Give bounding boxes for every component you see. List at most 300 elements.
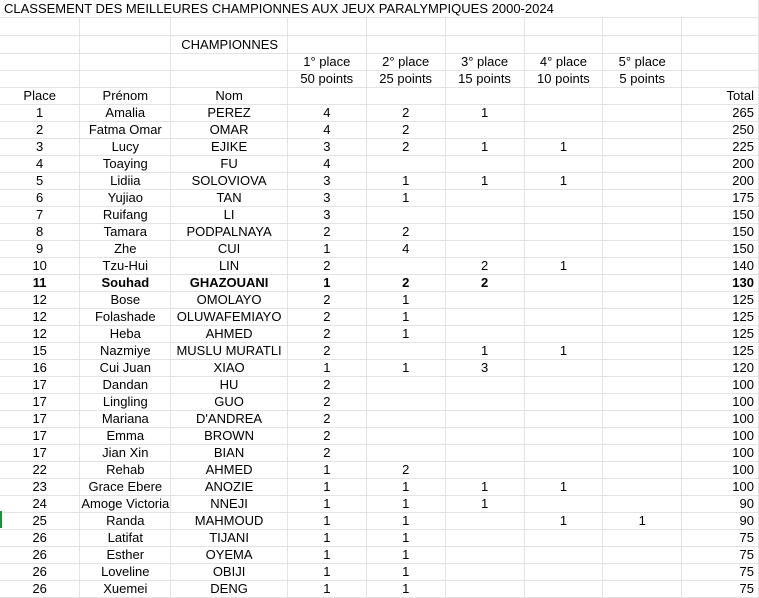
cell-place[interactable]: 26 xyxy=(0,547,80,564)
header-prenom[interactable]: Prénom xyxy=(80,88,171,105)
cell-1st-count[interactable]: 1 xyxy=(287,479,366,496)
cell-total[interactable]: 150 xyxy=(682,241,759,258)
cell-1st-count[interactable]: 3 xyxy=(287,207,366,224)
header-nom[interactable]: Nom xyxy=(171,88,288,105)
empty-cell[interactable] xyxy=(603,18,682,36)
cell-1st-count[interactable]: 3 xyxy=(287,190,366,207)
empty-cell[interactable] xyxy=(524,88,603,105)
cell-1st-count[interactable]: 1 xyxy=(287,496,366,513)
cell-place[interactable]: 17 xyxy=(0,445,80,462)
cell-3rd-count[interactable] xyxy=(445,530,524,547)
cell-3rd-count[interactable] xyxy=(445,207,524,224)
cell-total[interactable]: 125 xyxy=(682,326,759,343)
cell-prenom[interactable]: Amalia xyxy=(80,105,171,122)
header-3rd-place[interactable]: 3° place xyxy=(445,54,524,71)
cell-prenom[interactable]: Yujiao xyxy=(80,190,171,207)
cell-3rd-count[interactable] xyxy=(445,394,524,411)
cell-prenom[interactable]: Heba xyxy=(80,326,171,343)
cell-5th-count[interactable] xyxy=(603,275,682,292)
cell-3rd-count[interactable] xyxy=(445,156,524,173)
cell-total[interactable]: 250 xyxy=(682,122,759,139)
cell-5th-count[interactable] xyxy=(603,292,682,309)
section-label-cell[interactable]: CHAMPIONNES xyxy=(171,36,288,54)
cell-5th-count[interactable] xyxy=(603,343,682,360)
cell-place[interactable]: 2 xyxy=(0,122,80,139)
cell-2nd-count[interactable] xyxy=(366,343,445,360)
cell-1st-count[interactable]: 2 xyxy=(287,428,366,445)
empty-cell[interactable] xyxy=(80,54,171,71)
cell-4th-count[interactable] xyxy=(524,547,603,564)
cell-prenom[interactable]: Jian Xin xyxy=(80,445,171,462)
cell-prenom[interactable]: Souhad xyxy=(80,275,171,292)
cell-total[interactable]: 265 xyxy=(682,105,759,122)
cell-5th-count[interactable] xyxy=(603,139,682,156)
cell-2nd-count[interactable] xyxy=(366,428,445,445)
cell-prenom[interactable]: Bose xyxy=(80,292,171,309)
cell-nom[interactable]: LI xyxy=(171,207,288,224)
header-total[interactable]: Total xyxy=(682,88,759,105)
cell-3rd-count[interactable] xyxy=(445,428,524,445)
empty-cell[interactable] xyxy=(603,36,682,54)
cell-2nd-count[interactable] xyxy=(366,258,445,275)
cell-nom[interactable]: HU xyxy=(171,377,288,394)
cell-3rd-count[interactable] xyxy=(445,326,524,343)
empty-cell[interactable] xyxy=(80,18,171,36)
cell-4th-count[interactable] xyxy=(524,275,603,292)
cell-nom[interactable]: BROWN xyxy=(171,428,288,445)
cell-5th-count[interactable] xyxy=(603,411,682,428)
cell-3rd-count[interactable] xyxy=(445,241,524,258)
cell-4th-count[interactable]: 1 xyxy=(524,139,603,156)
cell-nom[interactable]: GUO xyxy=(171,394,288,411)
empty-cell[interactable] xyxy=(171,54,288,71)
cell-1st-count[interactable]: 1 xyxy=(287,547,366,564)
empty-cell[interactable] xyxy=(80,71,171,88)
cell-nom[interactable]: CUI xyxy=(171,241,288,258)
cell-2nd-count[interactable]: 1 xyxy=(366,309,445,326)
cell-nom[interactable]: OLUWAFEMIAYO xyxy=(171,309,288,326)
cell-total[interactable]: 225 xyxy=(682,139,759,156)
header-2nd-points[interactable]: 25 points xyxy=(366,71,445,88)
cell-4th-count[interactable] xyxy=(524,377,603,394)
empty-cell[interactable] xyxy=(682,36,759,54)
cell-2nd-count[interactable]: 1 xyxy=(366,292,445,309)
cell-nom[interactable]: AHMED xyxy=(171,326,288,343)
cell-3rd-count[interactable] xyxy=(445,581,524,598)
empty-cell[interactable] xyxy=(445,18,524,36)
header-3rd-points[interactable]: 15 points xyxy=(445,71,524,88)
cell-1st-count[interactable]: 4 xyxy=(287,105,366,122)
cell-5th-count[interactable] xyxy=(603,496,682,513)
cell-4th-count[interactable] xyxy=(524,326,603,343)
cell-nom[interactable]: PODPALNAYA xyxy=(171,224,288,241)
cell-1st-count[interactable]: 2 xyxy=(287,377,366,394)
empty-cell[interactable] xyxy=(603,88,682,105)
cell-4th-count[interactable] xyxy=(524,411,603,428)
cell-nom[interactable]: TIJANI xyxy=(171,530,288,547)
cell-1st-count[interactable]: 3 xyxy=(287,139,366,156)
empty-cell[interactable] xyxy=(445,88,524,105)
cell-4th-count[interactable] xyxy=(524,496,603,513)
cell-prenom[interactable]: Esther xyxy=(80,547,171,564)
cell-nom[interactable]: MUSLU MURATLI xyxy=(171,343,288,360)
cell-1st-count[interactable]: 1 xyxy=(287,581,366,598)
cell-5th-count[interactable] xyxy=(603,479,682,496)
cell-total[interactable]: 125 xyxy=(682,309,759,326)
cell-2nd-count[interactable] xyxy=(366,411,445,428)
cell-prenom[interactable]: Grace Ebere xyxy=(80,479,171,496)
cell-prenom[interactable]: Lucy xyxy=(80,139,171,156)
cell-3rd-count[interactable] xyxy=(445,564,524,581)
cell-nom[interactable]: NNEJI xyxy=(171,496,288,513)
empty-cell[interactable] xyxy=(524,36,603,54)
cell-place[interactable]: 6 xyxy=(0,190,80,207)
empty-cell[interactable] xyxy=(80,36,171,54)
cell-place[interactable]: 17 xyxy=(0,394,80,411)
cell-2nd-count[interactable] xyxy=(366,445,445,462)
cell-total[interactable]: 100 xyxy=(682,462,759,479)
empty-cell[interactable] xyxy=(682,71,759,88)
cell-total[interactable]: 75 xyxy=(682,547,759,564)
empty-cell[interactable] xyxy=(0,18,80,36)
cell-place[interactable]: 24 xyxy=(0,496,80,513)
empty-cell[interactable] xyxy=(171,71,288,88)
cell-3rd-count[interactable] xyxy=(445,547,524,564)
cell-place[interactable]: 15 xyxy=(0,343,80,360)
cell-3rd-count[interactable] xyxy=(445,309,524,326)
cell-total[interactable]: 75 xyxy=(682,530,759,547)
header-2nd-place[interactable]: 2° place xyxy=(366,54,445,71)
empty-cell[interactable] xyxy=(366,88,445,105)
cell-5th-count[interactable] xyxy=(603,156,682,173)
cell-5th-count[interactable] xyxy=(603,462,682,479)
cell-3rd-count[interactable] xyxy=(445,292,524,309)
cell-3rd-count[interactable] xyxy=(445,513,524,530)
cell-place[interactable]: 23 xyxy=(0,479,80,496)
cell-5th-count[interactable] xyxy=(603,224,682,241)
cell-4th-count[interactable] xyxy=(524,564,603,581)
cell-5th-count[interactable]: 1 xyxy=(603,513,682,530)
cell-total[interactable]: 125 xyxy=(682,292,759,309)
cell-prenom[interactable]: Randa xyxy=(80,513,171,530)
cell-2nd-count[interactable]: 1 xyxy=(366,360,445,377)
cell-4th-count[interactable] xyxy=(524,105,603,122)
cell-3rd-count[interactable] xyxy=(445,445,524,462)
cell-total[interactable]: 75 xyxy=(682,564,759,581)
cell-5th-count[interactable] xyxy=(603,377,682,394)
cell-4th-count[interactable] xyxy=(524,207,603,224)
cell-4th-count[interactable] xyxy=(524,309,603,326)
cell-2nd-count[interactable] xyxy=(366,377,445,394)
cell-nom[interactable]: MAHMOUD xyxy=(171,513,288,530)
cell-4th-count[interactable] xyxy=(524,445,603,462)
cell-2nd-count[interactable]: 2 xyxy=(366,224,445,241)
cell-4th-count[interactable] xyxy=(524,156,603,173)
cell-1st-count[interactable]: 2 xyxy=(287,224,366,241)
cell-3rd-count[interactable]: 1 xyxy=(445,479,524,496)
cell-5th-count[interactable] xyxy=(603,564,682,581)
cell-4th-count[interactable] xyxy=(524,292,603,309)
cell-place[interactable]: 16 xyxy=(0,360,80,377)
empty-cell[interactable] xyxy=(287,88,366,105)
cell-nom[interactable]: ANOZIE xyxy=(171,479,288,496)
cell-2nd-count[interactable]: 2 xyxy=(366,275,445,292)
header-4th-points[interactable]: 10 points xyxy=(524,71,603,88)
cell-4th-count[interactable] xyxy=(524,224,603,241)
cell-1st-count[interactable]: 2 xyxy=(287,292,366,309)
cell-total[interactable]: 125 xyxy=(682,343,759,360)
cell-total[interactable]: 100 xyxy=(682,445,759,462)
cell-place[interactable]: 10 xyxy=(0,258,80,275)
cell-place[interactable]: 3 xyxy=(0,139,80,156)
cell-place[interactable]: 17 xyxy=(0,411,80,428)
cell-1st-count[interactable]: 2 xyxy=(287,326,366,343)
cell-2nd-count[interactable]: 2 xyxy=(366,122,445,139)
cell-place[interactable]: 1 xyxy=(0,105,80,122)
cell-2nd-count[interactable]: 4 xyxy=(366,241,445,258)
cell-3rd-count[interactable]: 1 xyxy=(445,105,524,122)
cell-place[interactable]: 26 xyxy=(0,564,80,581)
cell-total[interactable]: 175 xyxy=(682,190,759,207)
cell-2nd-count[interactable]: 1 xyxy=(366,564,445,581)
cell-3rd-count[interactable]: 1 xyxy=(445,496,524,513)
cell-1st-count[interactable]: 1 xyxy=(287,275,366,292)
cell-3rd-count[interactable] xyxy=(445,224,524,241)
cell-nom[interactable]: FU xyxy=(171,156,288,173)
cell-nom[interactable]: OBIJI xyxy=(171,564,288,581)
cell-5th-count[interactable] xyxy=(603,122,682,139)
cell-5th-count[interactable] xyxy=(603,105,682,122)
cell-3rd-count[interactable] xyxy=(445,377,524,394)
cell-nom[interactable]: DENG xyxy=(171,581,288,598)
cell-2nd-count[interactable]: 1 xyxy=(366,479,445,496)
cell-5th-count[interactable] xyxy=(603,394,682,411)
cell-prenom[interactable]: Ruifang xyxy=(80,207,171,224)
cell-2nd-count[interactable]: 1 xyxy=(366,513,445,530)
cell-1st-count[interactable]: 2 xyxy=(287,445,366,462)
cell-4th-count[interactable] xyxy=(524,360,603,377)
empty-cell[interactable] xyxy=(445,36,524,54)
cell-4th-count[interactable] xyxy=(524,190,603,207)
cell-4th-count[interactable]: 1 xyxy=(524,173,603,190)
cell-5th-count[interactable] xyxy=(603,581,682,598)
cell-place[interactable]: 8 xyxy=(0,224,80,241)
cell-3rd-count[interactable]: 2 xyxy=(445,258,524,275)
cell-1st-count[interactable]: 1 xyxy=(287,513,366,530)
cell-total[interactable]: 150 xyxy=(682,207,759,224)
cell-place[interactable]: 25 xyxy=(0,513,80,530)
cell-3rd-count[interactable] xyxy=(445,190,524,207)
cell-nom[interactable]: OMOLAYO xyxy=(171,292,288,309)
cell-place[interactable]: 17 xyxy=(0,377,80,394)
empty-cell[interactable] xyxy=(0,71,80,88)
cell-3rd-count[interactable]: 2 xyxy=(445,275,524,292)
cell-5th-count[interactable] xyxy=(603,530,682,547)
cell-2nd-count[interactable] xyxy=(366,156,445,173)
empty-cell[interactable] xyxy=(524,18,603,36)
cell-5th-count[interactable] xyxy=(603,360,682,377)
cell-prenom[interactable]: Tzu-Hui xyxy=(80,258,171,275)
cell-5th-count[interactable] xyxy=(603,207,682,224)
cell-1st-count[interactable]: 1 xyxy=(287,530,366,547)
cell-5th-count[interactable] xyxy=(603,428,682,445)
cell-2nd-count[interactable]: 1 xyxy=(366,190,445,207)
header-4th-place[interactable]: 4° place xyxy=(524,54,603,71)
cell-4th-count[interactable] xyxy=(524,581,603,598)
cell-place[interactable]: 12 xyxy=(0,309,80,326)
cell-nom[interactable]: OMAR xyxy=(171,122,288,139)
cell-total[interactable]: 120 xyxy=(682,360,759,377)
cell-nom[interactable]: AHMED xyxy=(171,462,288,479)
cell-2nd-count[interactable]: 1 xyxy=(366,581,445,598)
empty-cell[interactable] xyxy=(0,54,80,71)
cell-prenom[interactable]: Latifat xyxy=(80,530,171,547)
cell-2nd-count[interactable]: 1 xyxy=(366,547,445,564)
cell-prenom[interactable]: Tamara xyxy=(80,224,171,241)
cell-1st-count[interactable]: 2 xyxy=(287,411,366,428)
cell-5th-count[interactable] xyxy=(603,173,682,190)
cell-3rd-count[interactable] xyxy=(445,122,524,139)
empty-cell[interactable] xyxy=(366,18,445,36)
cell-prenom[interactable]: Lidiia xyxy=(80,173,171,190)
cell-4th-count[interactable]: 1 xyxy=(524,258,603,275)
cell-place[interactable]: 11 xyxy=(0,275,80,292)
cell-2nd-count[interactable] xyxy=(366,394,445,411)
cell-2nd-count[interactable]: 2 xyxy=(366,105,445,122)
cell-total[interactable]: 200 xyxy=(682,156,759,173)
cell-prenom[interactable]: Fatma Omar xyxy=(80,122,171,139)
cell-5th-count[interactable] xyxy=(603,326,682,343)
cell-2nd-count[interactable]: 1 xyxy=(366,530,445,547)
cell-5th-count[interactable] xyxy=(603,258,682,275)
cell-prenom[interactable]: Mariana xyxy=(80,411,171,428)
cell-1st-count[interactable]: 2 xyxy=(287,394,366,411)
cell-1st-count[interactable]: 2 xyxy=(287,343,366,360)
cell-prenom[interactable]: Nazmiye xyxy=(80,343,171,360)
cell-nom[interactable]: GHAZOUANI xyxy=(171,275,288,292)
cell-place[interactable]: 5 xyxy=(0,173,80,190)
cell-place[interactable]: 17 xyxy=(0,428,80,445)
cell-total[interactable]: 200 xyxy=(682,173,759,190)
cell-4th-count[interactable]: 1 xyxy=(524,343,603,360)
empty-cell[interactable] xyxy=(682,18,759,36)
cell-prenom[interactable]: Cui Juan xyxy=(80,360,171,377)
cell-prenom[interactable]: Folashade xyxy=(80,309,171,326)
cell-place[interactable]: 4 xyxy=(0,156,80,173)
cell-nom[interactable]: BIAN xyxy=(171,445,288,462)
cell-nom[interactable]: LIN xyxy=(171,258,288,275)
header-1st-points[interactable]: 50 points xyxy=(287,71,366,88)
cell-3rd-count[interactable]: 1 xyxy=(445,343,524,360)
cell-nom[interactable]: XIAO xyxy=(171,360,288,377)
cell-1st-count[interactable]: 2 xyxy=(287,309,366,326)
header-5th-points[interactable]: 5 points xyxy=(603,71,682,88)
cell-1st-count[interactable]: 3 xyxy=(287,173,366,190)
cell-5th-count[interactable] xyxy=(603,445,682,462)
cell-total[interactable]: 100 xyxy=(682,411,759,428)
cell-5th-count[interactable] xyxy=(603,241,682,258)
cell-nom[interactable]: TAN xyxy=(171,190,288,207)
cell-total[interactable]: 100 xyxy=(682,377,759,394)
cell-4th-count[interactable] xyxy=(524,394,603,411)
empty-cell[interactable] xyxy=(366,36,445,54)
cell-total[interactable]: 75 xyxy=(682,581,759,598)
cell-2nd-count[interactable]: 1 xyxy=(366,496,445,513)
cell-nom[interactable]: OYEMA xyxy=(171,547,288,564)
cell-2nd-count[interactable]: 2 xyxy=(366,462,445,479)
header-place[interactable]: Place xyxy=(0,88,80,105)
cell-2nd-count[interactable]: 1 xyxy=(366,326,445,343)
cell-1st-count[interactable]: 4 xyxy=(287,156,366,173)
cell-total[interactable]: 90 xyxy=(682,496,759,513)
cell-nom[interactable]: PEREZ xyxy=(171,105,288,122)
cell-prenom[interactable]: Amoge Victoria xyxy=(81,496,170,511)
cell-4th-count[interactable] xyxy=(524,428,603,445)
cell-total[interactable]: 100 xyxy=(682,394,759,411)
cell-prenom[interactable]: Toaying xyxy=(80,156,171,173)
cell-1st-count[interactable]: 4 xyxy=(287,122,366,139)
empty-cell[interactable] xyxy=(287,18,366,36)
cell-3rd-count[interactable]: 3 xyxy=(445,360,524,377)
empty-cell[interactable] xyxy=(171,18,288,36)
cell-total[interactable]: 100 xyxy=(682,428,759,445)
empty-cell[interactable] xyxy=(682,54,759,71)
cell-1st-count[interactable]: 1 xyxy=(287,462,366,479)
cell-nom[interactable]: D'ANDREA xyxy=(171,411,288,428)
header-1st-place[interactable]: 1° place xyxy=(287,54,366,71)
sheet-title[interactable]: CLASSEMENT DES MEILLEURES CHAMPIONNES AUX JEUX PARALYMPIQUES 2000-2024 xyxy=(0,0,759,18)
cell-2nd-count[interactable] xyxy=(366,207,445,224)
cell-place[interactable]: 7 xyxy=(0,207,80,224)
cell-prenom[interactable]: Dandan xyxy=(80,377,171,394)
cell-total[interactable]: 130 xyxy=(682,275,759,292)
cell-total[interactable]: 150 xyxy=(682,224,759,241)
cell-3rd-count[interactable]: 1 xyxy=(445,173,524,190)
cell-4th-count[interactable] xyxy=(524,241,603,258)
cell-place[interactable]: 12 xyxy=(0,326,80,343)
cell-3rd-count[interactable] xyxy=(445,462,524,479)
cell-prenom[interactable]: Loveline xyxy=(80,564,171,581)
cell-total[interactable]: 90 xyxy=(682,513,759,530)
empty-cell[interactable] xyxy=(287,36,366,54)
cell-prenom[interactable]: Zhe xyxy=(80,241,171,258)
cell-place[interactable]: 12 xyxy=(0,292,80,309)
cell-prenom[interactable]: Rehab xyxy=(80,462,171,479)
cell-4th-count[interactable]: 1 xyxy=(524,513,603,530)
cell-prenom[interactable]: Lingling xyxy=(80,394,171,411)
cell-4th-count[interactable] xyxy=(524,122,603,139)
cell-prenom[interactable]: Emma xyxy=(80,428,171,445)
cell-4th-count[interactable]: 1 xyxy=(524,479,603,496)
cell-nom[interactable]: SOLOVIOVA xyxy=(171,173,288,190)
cell-place[interactable]: 26 xyxy=(0,530,80,547)
header-5th-place[interactable]: 5° place xyxy=(603,54,682,71)
cell-place[interactable]: 26 xyxy=(0,581,80,598)
cell-4th-count[interactable] xyxy=(524,462,603,479)
cell-1st-count[interactable]: 1 xyxy=(287,564,366,581)
cell-3rd-count[interactable]: 1 xyxy=(445,139,524,156)
cell-place[interactable]: 9 xyxy=(0,241,80,258)
cell-place[interactable]: 22 xyxy=(0,462,80,479)
cell-4th-count[interactable] xyxy=(524,530,603,547)
cell-5th-count[interactable] xyxy=(603,547,682,564)
cell-nom[interactable]: EJIKE xyxy=(171,139,288,156)
cell-3rd-count[interactable] xyxy=(445,411,524,428)
cell-5th-count[interactable] xyxy=(603,309,682,326)
empty-cell[interactable] xyxy=(0,36,80,54)
cell-total[interactable]: 100 xyxy=(682,479,759,496)
cell-1st-count[interactable]: 1 xyxy=(287,241,366,258)
